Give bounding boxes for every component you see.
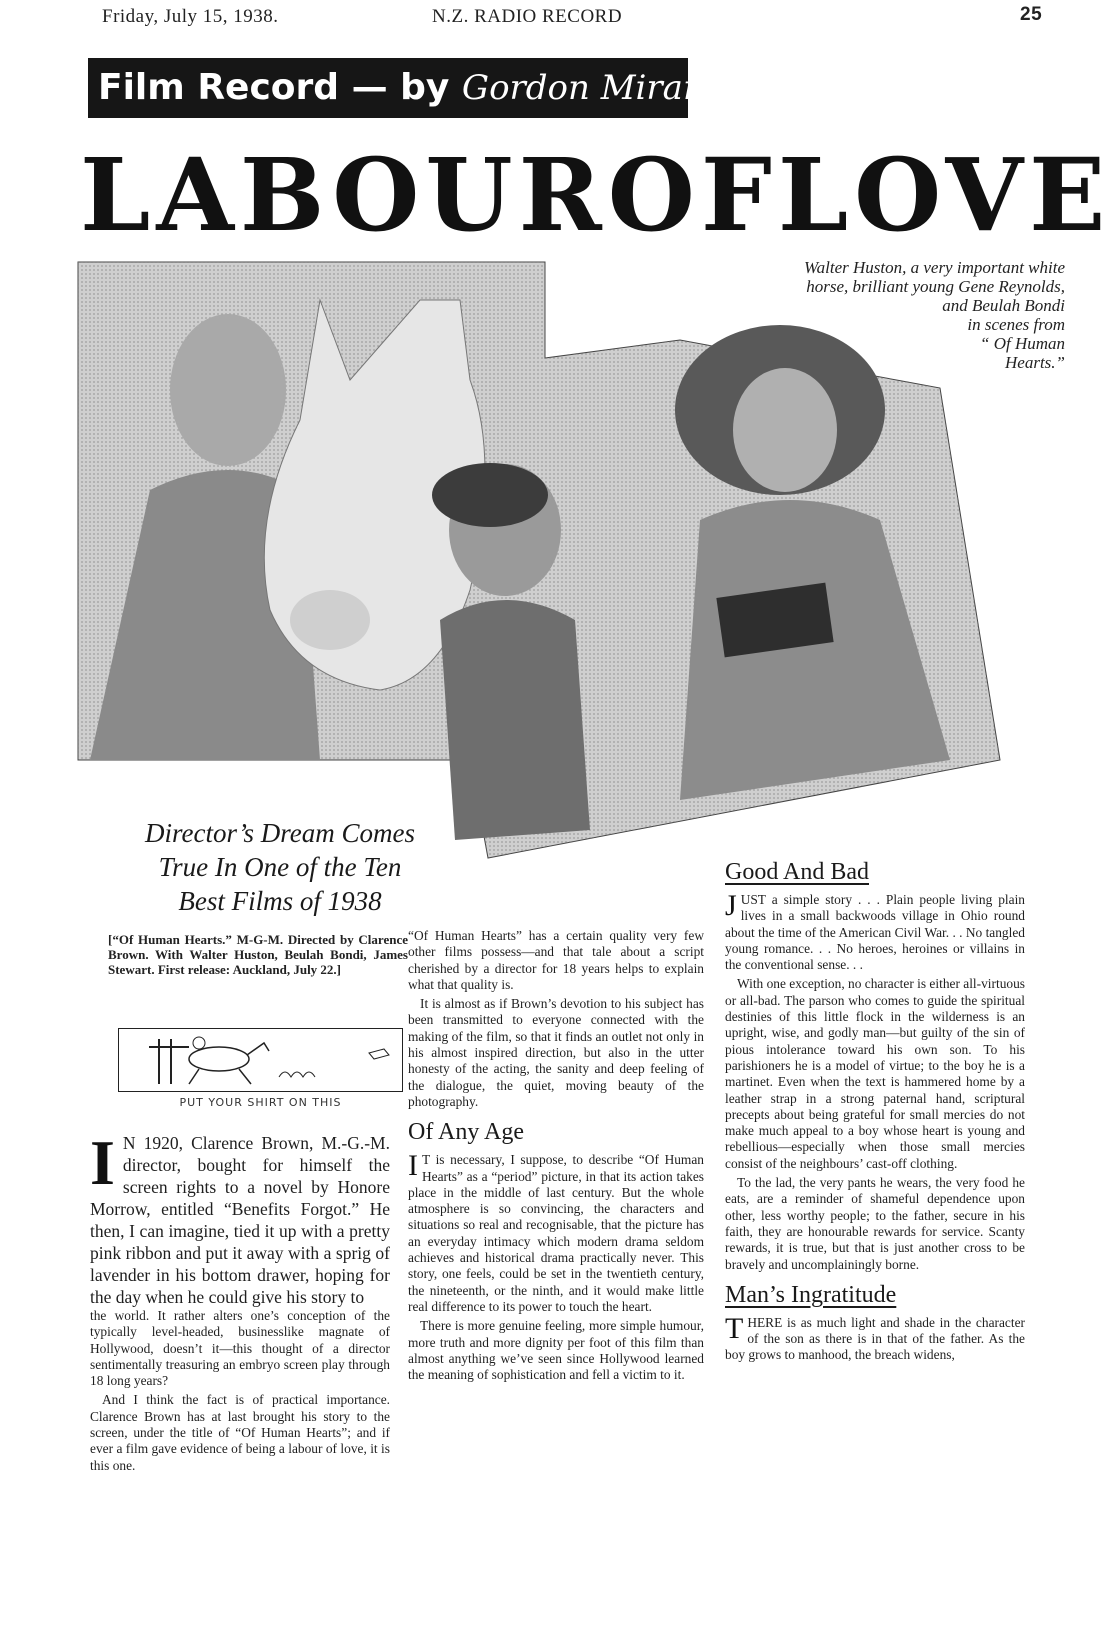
banner-title: Film Record — by [98,67,450,108]
headline-word-1: LABOUR [80,136,608,254]
paragraph-text: HERE is as much light and shade in the character of the son as there is in that of the father. As the boy grows to manhood, the breach widens, [725,1314,1025,1363]
subheadline-line: True In One of the Ten [158,852,402,882]
paragraph: It is almost as if Brown’s devotion to his subject has been transmitted to everyone connected with the making of the film, so that it finds an outlet not only in his almost inspired direction, but also in the utter honesty of the acting, the sanity and deep feeling of the dialogue, the quiet, moving beauty of the photography. [408,996,704,1109]
headline-word-2: OF [607,136,778,254]
column-1 [90,1127,390,1477]
intro-paragraph [90,1127,390,1308]
section-heading: Of Any Age [408,1119,524,1146]
paragraph [725,1311,1025,1364]
drop-cap: T [725,1311,744,1345]
paragraph: the world. It rather alters one’s conception of the typically level-headed, businesslike magnate of Hollywood, doesn’t it—this thought of a director sentimentally treasuring an embryo screen play through 18 long years? [90,1308,390,1389]
banner-signature: Gordon Mirams [461,68,733,108]
cartoon-caption: PUT YOUR SHIRT ON THIS [179,1096,342,1109]
section-heading: Man’s Ingratitude [725,1281,897,1308]
subheadline-line: Best Films of 1938 [178,886,382,916]
headline [80,136,1112,254]
paragraph: “Of Human Hearts” has a certain quality very few other films possess—and that tale about a script cherished by a director for 18 years helps to explain what that quality is. [408,928,704,992]
column-3 [725,850,1025,1367]
drop-cap: I [90,1127,115,1198]
photo-caption-line: “ Of Human [979,334,1065,353]
photo-caption-line: in scenes from [967,315,1065,334]
intro-text: N 1920, Clarence Brown, M.-G.-M. director, bought for himself the screen rights to a novel by Honore Morrow, entitled “Benefits Forgot.” He then, I can imagine, tied it up with a pretty pink ribbon and put it away with a sprig of lavender in his bottom drawer, hoping for the day when he could give his story to [90,1133,390,1307]
section-heading: Good And Bad [725,859,869,885]
drop-cap: I [408,1149,418,1183]
section-banner [88,58,733,118]
paragraph: And I think the fact is of practical importance. Clarence Brown has at last brought his story to the screen, under the title of “Of Human Hearts”; and if ever a film gave evidence of being a labour of love, it is this one. [90,1392,390,1473]
paragraph-text: UST a simple story . . . Plain people living plain lives in a small backwoods village in Ohio round about the time of the American Civil War. . . No tangled young romance. . . No heroes, heroines or villains in the conventional sense. . . [725,892,1025,973]
publication-name: N.Z. RADIO RECORD [432,6,623,27]
paragraph: With one exception, no character is either all-virtuous or all-bad. The parson who comes to guide the spiritual destinies of this little flock in the wilderness is an upright, wise, and godly man—but guilty of the sin of pious intolerance toward his own son. To his parishioners he is a model of virtue; to the boy he is a martinet. Even when the text is hammered home by a leather strap in a strong paternal hand, scriptural precepts about being grateful for small mercies do not make much appeal to a boy whose heart is young and rebellious—especially when those small mercies consist of the neighbours’ cast-off clothing. [725,976,1025,1171]
photo-caption-line: and Beulah Bondi [942,296,1065,315]
film-still-illustration [0,260,1060,900]
film-credits: [“Of Human Hearts.” M-G-M. Directed by Clarence Brown. With Walter Huston, Beulah Bondi, James Stewart. First release: Auckland, July 22.] [108,932,408,977]
photo-caption-line: horse, brilliant young Gene Reynolds, [806,277,1065,296]
headline-word-3: LOVE [777,136,1112,254]
photo-caption-line: Walter Huston, a very important white [804,258,1065,277]
column-2 [408,928,704,1386]
horse-race-cartoon [119,1029,402,1091]
paragraph: There is more genuine feeling, more simple humour, more truth and more dignity per foot of this film than almost anything we’ve seen since Hollywood learned the meaning of sophistication and fell a victim to it. [408,1318,704,1383]
subheadline [90,816,470,918]
paragraph-text: T is necessary, I suppose, to describe “Of Human Hearts” as a “period” picture, in that its action takes place in the middle of last century. But the whole atmosphere is so convincing, the characters and situations so real and recognisable, that the picture has an everyday intimacy which modern drama seldom achieves and historical drama practically never. This story, one feels, could be set in the twentieth century, the nineteenth, or the ninth, and it would make little real difference to its power to touch the heart. [408,1152,704,1314]
cartoon-panel [118,1028,403,1092]
paragraph: To the lad, the very pants he wears, the very food he eats, are a reminder of shameful dependence upon other, less worthy people; to the father, secure in his faith, they are honourable rewards for service. Scanty rewards, it is true, but that is just another cross to be bravely and uncomplainingly borne. [725,1175,1025,1272]
film-still-photo [0,260,1060,900]
subheadline-line: Director’s Dream Comes [145,818,415,848]
issue-date: Friday, July 15, 1938. [102,6,279,27]
drop-cap: J [725,889,737,922]
page-number: 25 [1020,4,1043,25]
paragraph [725,889,1025,973]
paragraph [408,1149,704,1315]
photo-caption-line: Hearts.” [1005,353,1065,372]
